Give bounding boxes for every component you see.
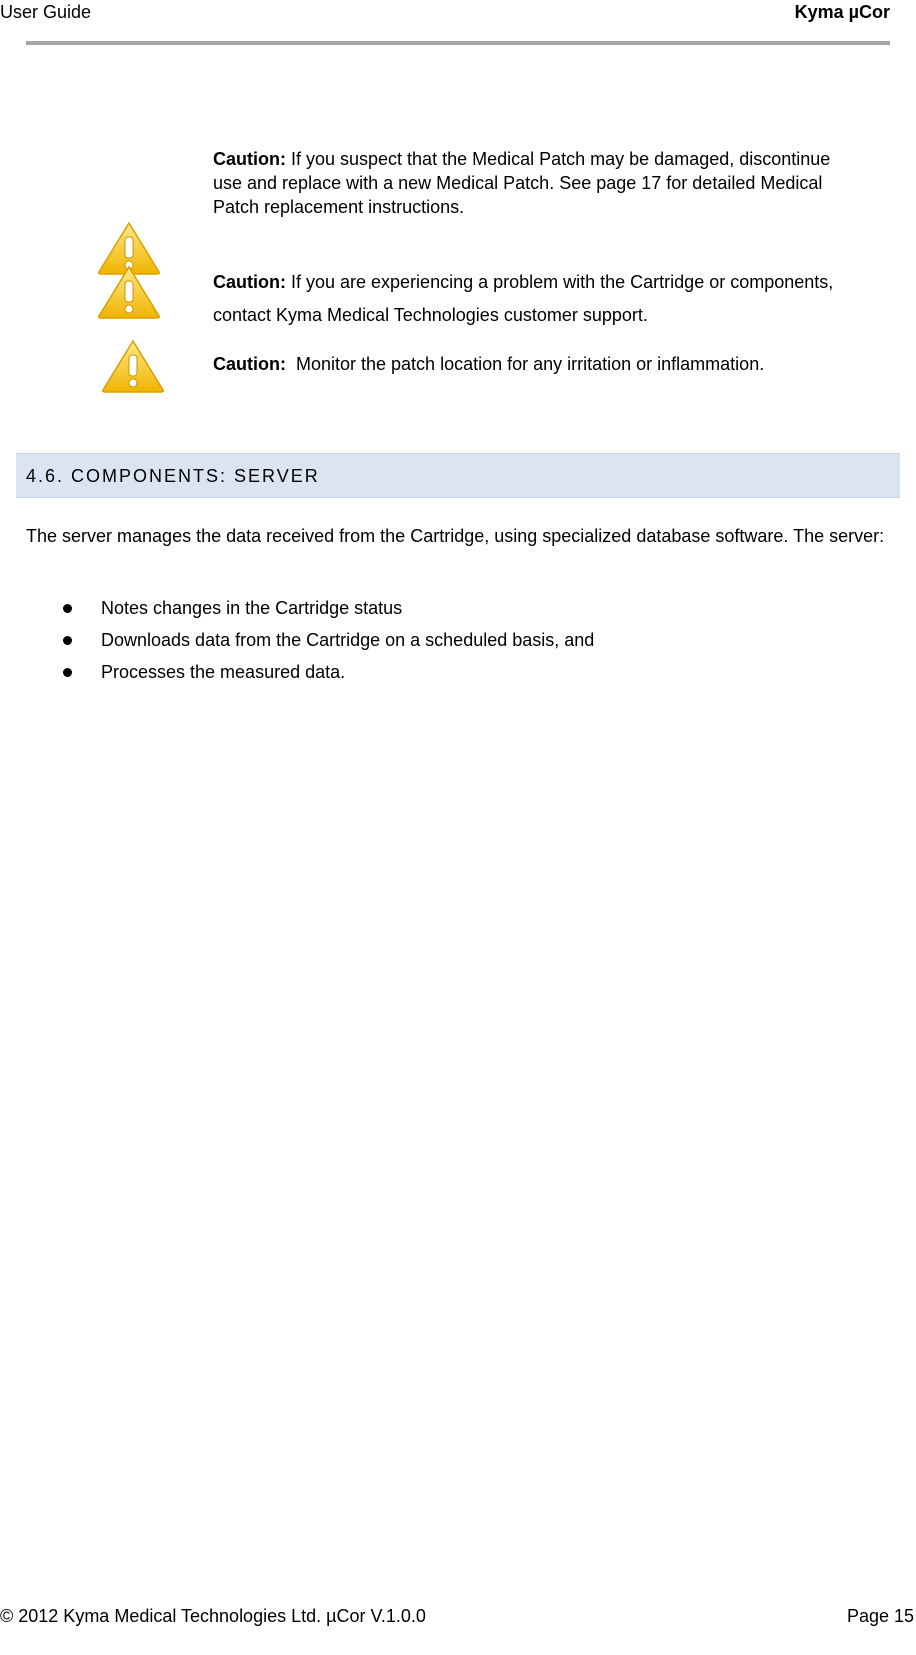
page-header: [0, 0, 890, 46]
header-product-name: Kyma µCor: [794, 2, 890, 22]
warning-triangle-icon: [100, 338, 166, 394]
list-item-text: Downloads data from the Cartridge on a scheduled basis, and: [101, 630, 595, 650]
caution-label: Caution:: [213, 272, 286, 292]
bullet-icon: [63, 668, 72, 677]
section-intro-paragraph: The server manages the data received from the Cartridge, using specialized database software. The server:: [26, 526, 885, 546]
caution-label: Caution:: [213, 354, 286, 374]
header-divider: [26, 41, 890, 45]
caution-note-damaged-patch: [213, 147, 853, 219]
footer-page-number: Page 15: [846, 1606, 914, 1626]
list-item: [0, 628, 916, 660]
caution-note-patch-irritation: [213, 352, 903, 376]
caution-note-cartridge-problem: [213, 266, 893, 332]
caution-text: Monitor the patch location for any irritation or inflammation.: [285, 354, 765, 374]
list-item-text: Notes changes in the Cartridge status: [101, 598, 403, 618]
list-item-text: Processes the measured data.: [101, 662, 346, 682]
list-item: [0, 596, 916, 628]
section-title: 4.6. COMPONENTS: SERVER: [26, 466, 320, 486]
section-heading: [16, 453, 900, 498]
list-item: [0, 660, 916, 692]
page-footer: [0, 1604, 914, 1634]
caution-icons-group: [96, 220, 166, 400]
caution-text: If you are experiencing a problem with the Cartridge or components, contact Kyma Medical Technologies customer support.: [213, 272, 834, 325]
bullet-icon: [63, 604, 72, 613]
caution-text: If you suspect that the Medical Patch may be damaged, discontinue use and replace with a new Medical Patch. See page 17 for detailed Medical Patch replacement instructions.: [213, 149, 831, 217]
caution-label: Caution:: [213, 149, 286, 169]
server-functions-list: [0, 596, 916, 692]
header-doc-type: User Guide: [0, 2, 92, 22]
footer-copyright: © 2012 Kyma Medical Technologies Ltd. µCor V.1.0.0: [0, 1606, 426, 1626]
warning-triangle-icon: [96, 264, 162, 320]
bullet-icon: [63, 636, 72, 645]
